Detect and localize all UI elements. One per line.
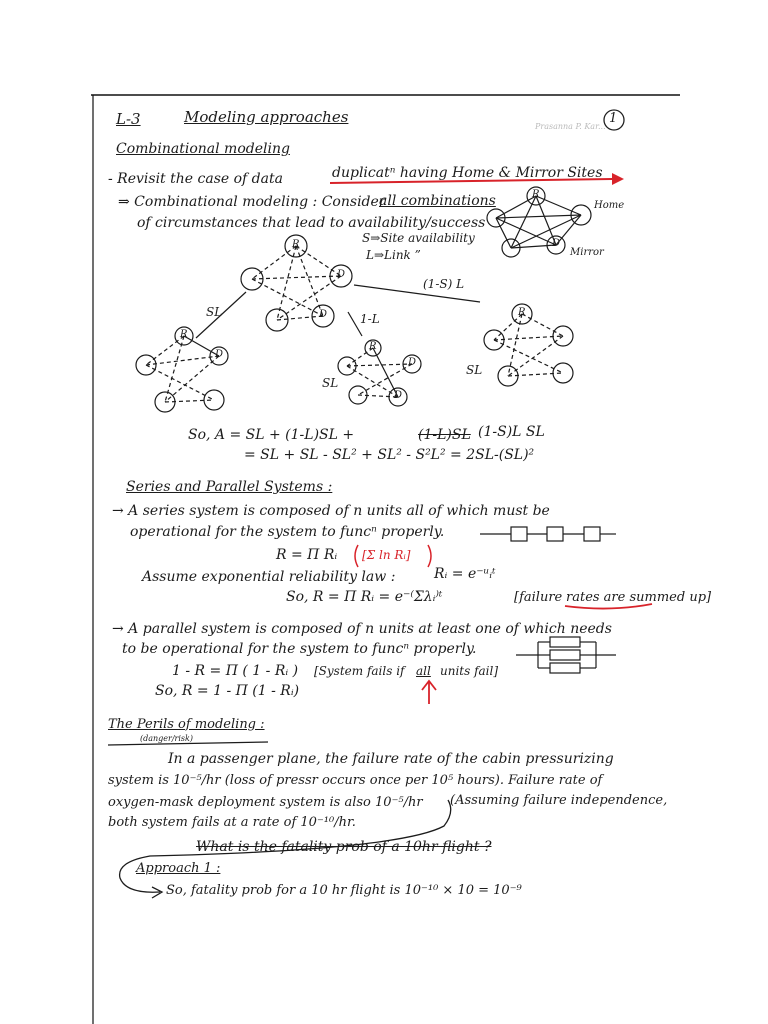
formula-a-line1-end: (1-S)L SL (478, 424, 545, 440)
node-d-left: D (215, 349, 224, 360)
text-exponential-law: Assume exponential reliability law : (142, 569, 396, 585)
sub-sl-middle: SL (322, 376, 339, 390)
branch-1-l: 1-L (360, 312, 380, 326)
label-mirror: Mirror (570, 247, 604, 258)
text-revisit: - Revisit the case of data (108, 171, 283, 187)
text-perils-1: In a passenger plane, the failure rate of the cabin pressurizing (168, 751, 614, 767)
node-d-middle-1: D (408, 357, 417, 368)
text-combinational-modeling: ⇒ Combinational modeling : Consider (118, 194, 386, 210)
faint-note: Prasanna P. Kar... (535, 122, 606, 131)
legend-link: L⇒Link ” (366, 248, 421, 262)
text-perils-4: both system fails at a rate of 10⁻¹⁰/hr. (108, 815, 356, 830)
text-parallel-2: to be operational for the system to funcⁿ properly. (122, 641, 477, 657)
perils-subheading: (danger/risk) (140, 734, 193, 743)
node-r-full: R (532, 189, 540, 200)
text-all-combinations: all combinations (379, 193, 496, 209)
section-heading-perils: The Perils of modeling : (108, 717, 265, 732)
text-series-1: → A series system is composed of n units all of which must be (112, 503, 550, 519)
note-failure: [failure (514, 590, 563, 605)
formula-parallel-2: So, R = 1 - Π (1 - Rᵢ) (155, 683, 300, 699)
section-heading-series-parallel: Series and Parallel Systems : (126, 479, 333, 495)
text-circumstances: of circumstances that lead to availability/success (137, 215, 486, 231)
node-r-right: R (518, 307, 526, 318)
section-heading-combinational: Combinational modeling (116, 141, 290, 157)
question-fatality: What is the fatality prob of a 10hr flight ? (196, 839, 492, 855)
formula-series-exp: So, R = Π Rᵢ = e⁻⁽Σλᵢ⁾ᵗ (286, 589, 443, 605)
node-r-left: R (180, 329, 188, 340)
text-series-2: operational for the system to funcⁿ properly. (130, 524, 445, 540)
text-perils-3: oxygen-mask deployment system is also 10⁻⁵/hr (108, 795, 423, 810)
node-d-top-1: D (337, 269, 346, 280)
branch-1-s-l: (1-S) L (423, 277, 465, 291)
formula-parallel-1: 1 - R = Π ( 1 - Rᵢ ) (172, 663, 299, 679)
node-d-middle-2: D (394, 390, 403, 401)
text-duplication-red-underline: duplicatⁿ having Home & Mirror Sites (332, 165, 603, 181)
answer-fatality: So, fatality prob for a 10 hr flight is 10⁻¹⁰ × 10 = 10⁻⁹ (166, 883, 522, 898)
formula-a-line1: So, A = SL + (1-L)SL + (188, 427, 355, 443)
text-perils-2: system is 10⁻⁵/hr (loss of pressr occurs once per 10⁵ hours). Failure rate of (108, 773, 603, 788)
note-system-fails: [System fails if (314, 664, 405, 678)
node-d-full: D (552, 238, 561, 249)
formula-ri: Rᵢ = e⁻ᵘᵢᵗ (434, 566, 496, 582)
text-assuming-independence: (Assuming failure independence, (450, 793, 668, 808)
legend-site: S⇒Site availability (362, 231, 475, 245)
formula-a-strike: (1-L)SL (418, 427, 471, 443)
note-units-fail: units fail] (440, 664, 499, 678)
lecture-number: L-3 (116, 110, 141, 128)
formula-series-red: [Σ ln Rᵢ] (362, 548, 411, 562)
node-r-top: R (292, 239, 300, 250)
page-title: Modeling approaches (184, 108, 349, 126)
formula-series-r: R = Π Rᵢ (276, 547, 338, 563)
page-number: 1 (609, 111, 618, 126)
note-rates-summed: rates are summed up] (566, 590, 712, 605)
text-parallel-1: → A parallel system is composed of n units at least one of which needs (112, 621, 612, 637)
approach-1-label: Approach 1 : (136, 861, 221, 876)
branch-sl: SL (206, 305, 223, 319)
formula-a-line2: = SL + SL - SL² + SL² - S²L² = 2SL-(SL)² (244, 447, 535, 463)
sub-sl-right: SL (466, 363, 483, 377)
label-home: Home (594, 200, 625, 211)
node-d-top-2: D (319, 309, 328, 320)
node-r-middle: R (369, 341, 377, 352)
note-all: all (416, 664, 431, 678)
